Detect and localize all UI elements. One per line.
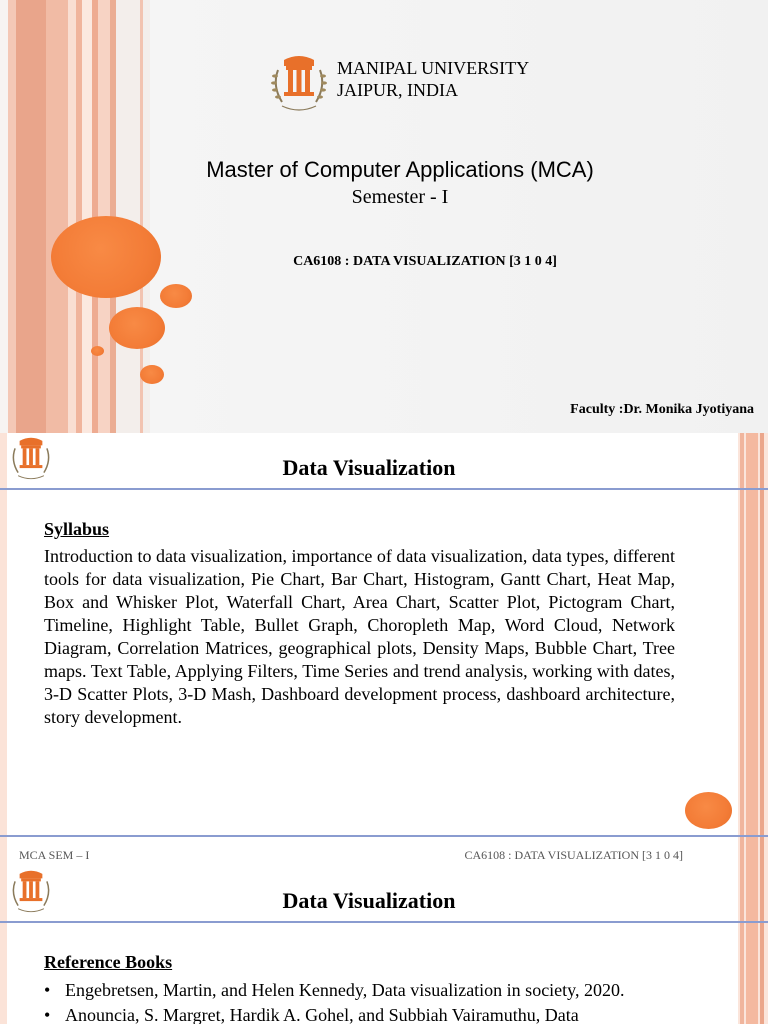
slide-title: Data Visualization [282, 888, 456, 913]
footer-left: MCA SEM – I [19, 848, 90, 862]
right-accent-stripes [738, 866, 768, 1024]
left-accent-band [0, 433, 7, 866]
decorative-circle-medium [109, 307, 165, 349]
syllabus-slide [0, 433, 768, 866]
decorative-circle-small-2 [140, 365, 164, 384]
reference-item: • Anouncia, S. Margret, Hardik A. Gohel, and Subbiah Vairamuthu, Data [44, 1003, 675, 1024]
reference-list [44, 978, 675, 1024]
section-heading-reference-books: Reference Books [44, 952, 173, 972]
decorative-stripes [0, 0, 150, 433]
section-heading-syllabus: Syllabus [44, 519, 110, 539]
decorative-circle-corner [685, 792, 732, 829]
right-accent-stripes [738, 433, 768, 866]
university-name-line1: MANIPAL UNIVERSITY [337, 58, 530, 78]
program-title: Master of Computer Applications (MCA) [206, 157, 594, 182]
slide-title: Data Visualization [282, 455, 456, 480]
decorative-circle-tiny [91, 346, 104, 356]
syllabus-text: Introduction to data visualization, importance of data visualization, data types, different tools for data visualization, Pie Chart, Bar Chart, Histogram, Gantt Chart, Heat Map, Box and Whisker Plot, Waterfall Chart, Area Chart, Scatter Plot, Pictogram Chart, Timeline, Highlight Table, Bullet Graph, Choropleth Map, Word Cloud, Network Diagram, Correlation Matrices, geographical plots, Density Maps, Bubble Chart, Tree maps. Text Table, Applying Filters, Time Series and trend analysis, working with dates, 3-D Scatter Plots, 3-D Mash, Dashboard development process, dashboard architecture, story development. [44, 546, 675, 727]
university-logo-icon [266, 52, 332, 116]
reference-item: • Engebretsen, Martin, and Helen Kennedy, Data visualization in society, 2020. [44, 978, 675, 1003]
reference-books-slide [0, 866, 768, 1024]
header-divider [0, 488, 768, 490]
course-code: CA6108 : DATA VISUALIZATION [3 1 0 4] [293, 254, 557, 269]
university-name-line2: JAIPUR, INDIA [337, 80, 458, 100]
semester-label: Semester - I [351, 186, 449, 208]
university-name [337, 57, 529, 101]
decorative-circle-small-1 [160, 284, 192, 308]
footer-right: CA6108 : DATA VISUALIZATION [3 1 0 4] [464, 848, 683, 862]
footer-divider [0, 835, 768, 837]
faculty-name: Faculty :Dr. Monika Jyotiyana [570, 402, 754, 417]
title-slide [0, 0, 768, 433]
header-divider [0, 921, 768, 923]
